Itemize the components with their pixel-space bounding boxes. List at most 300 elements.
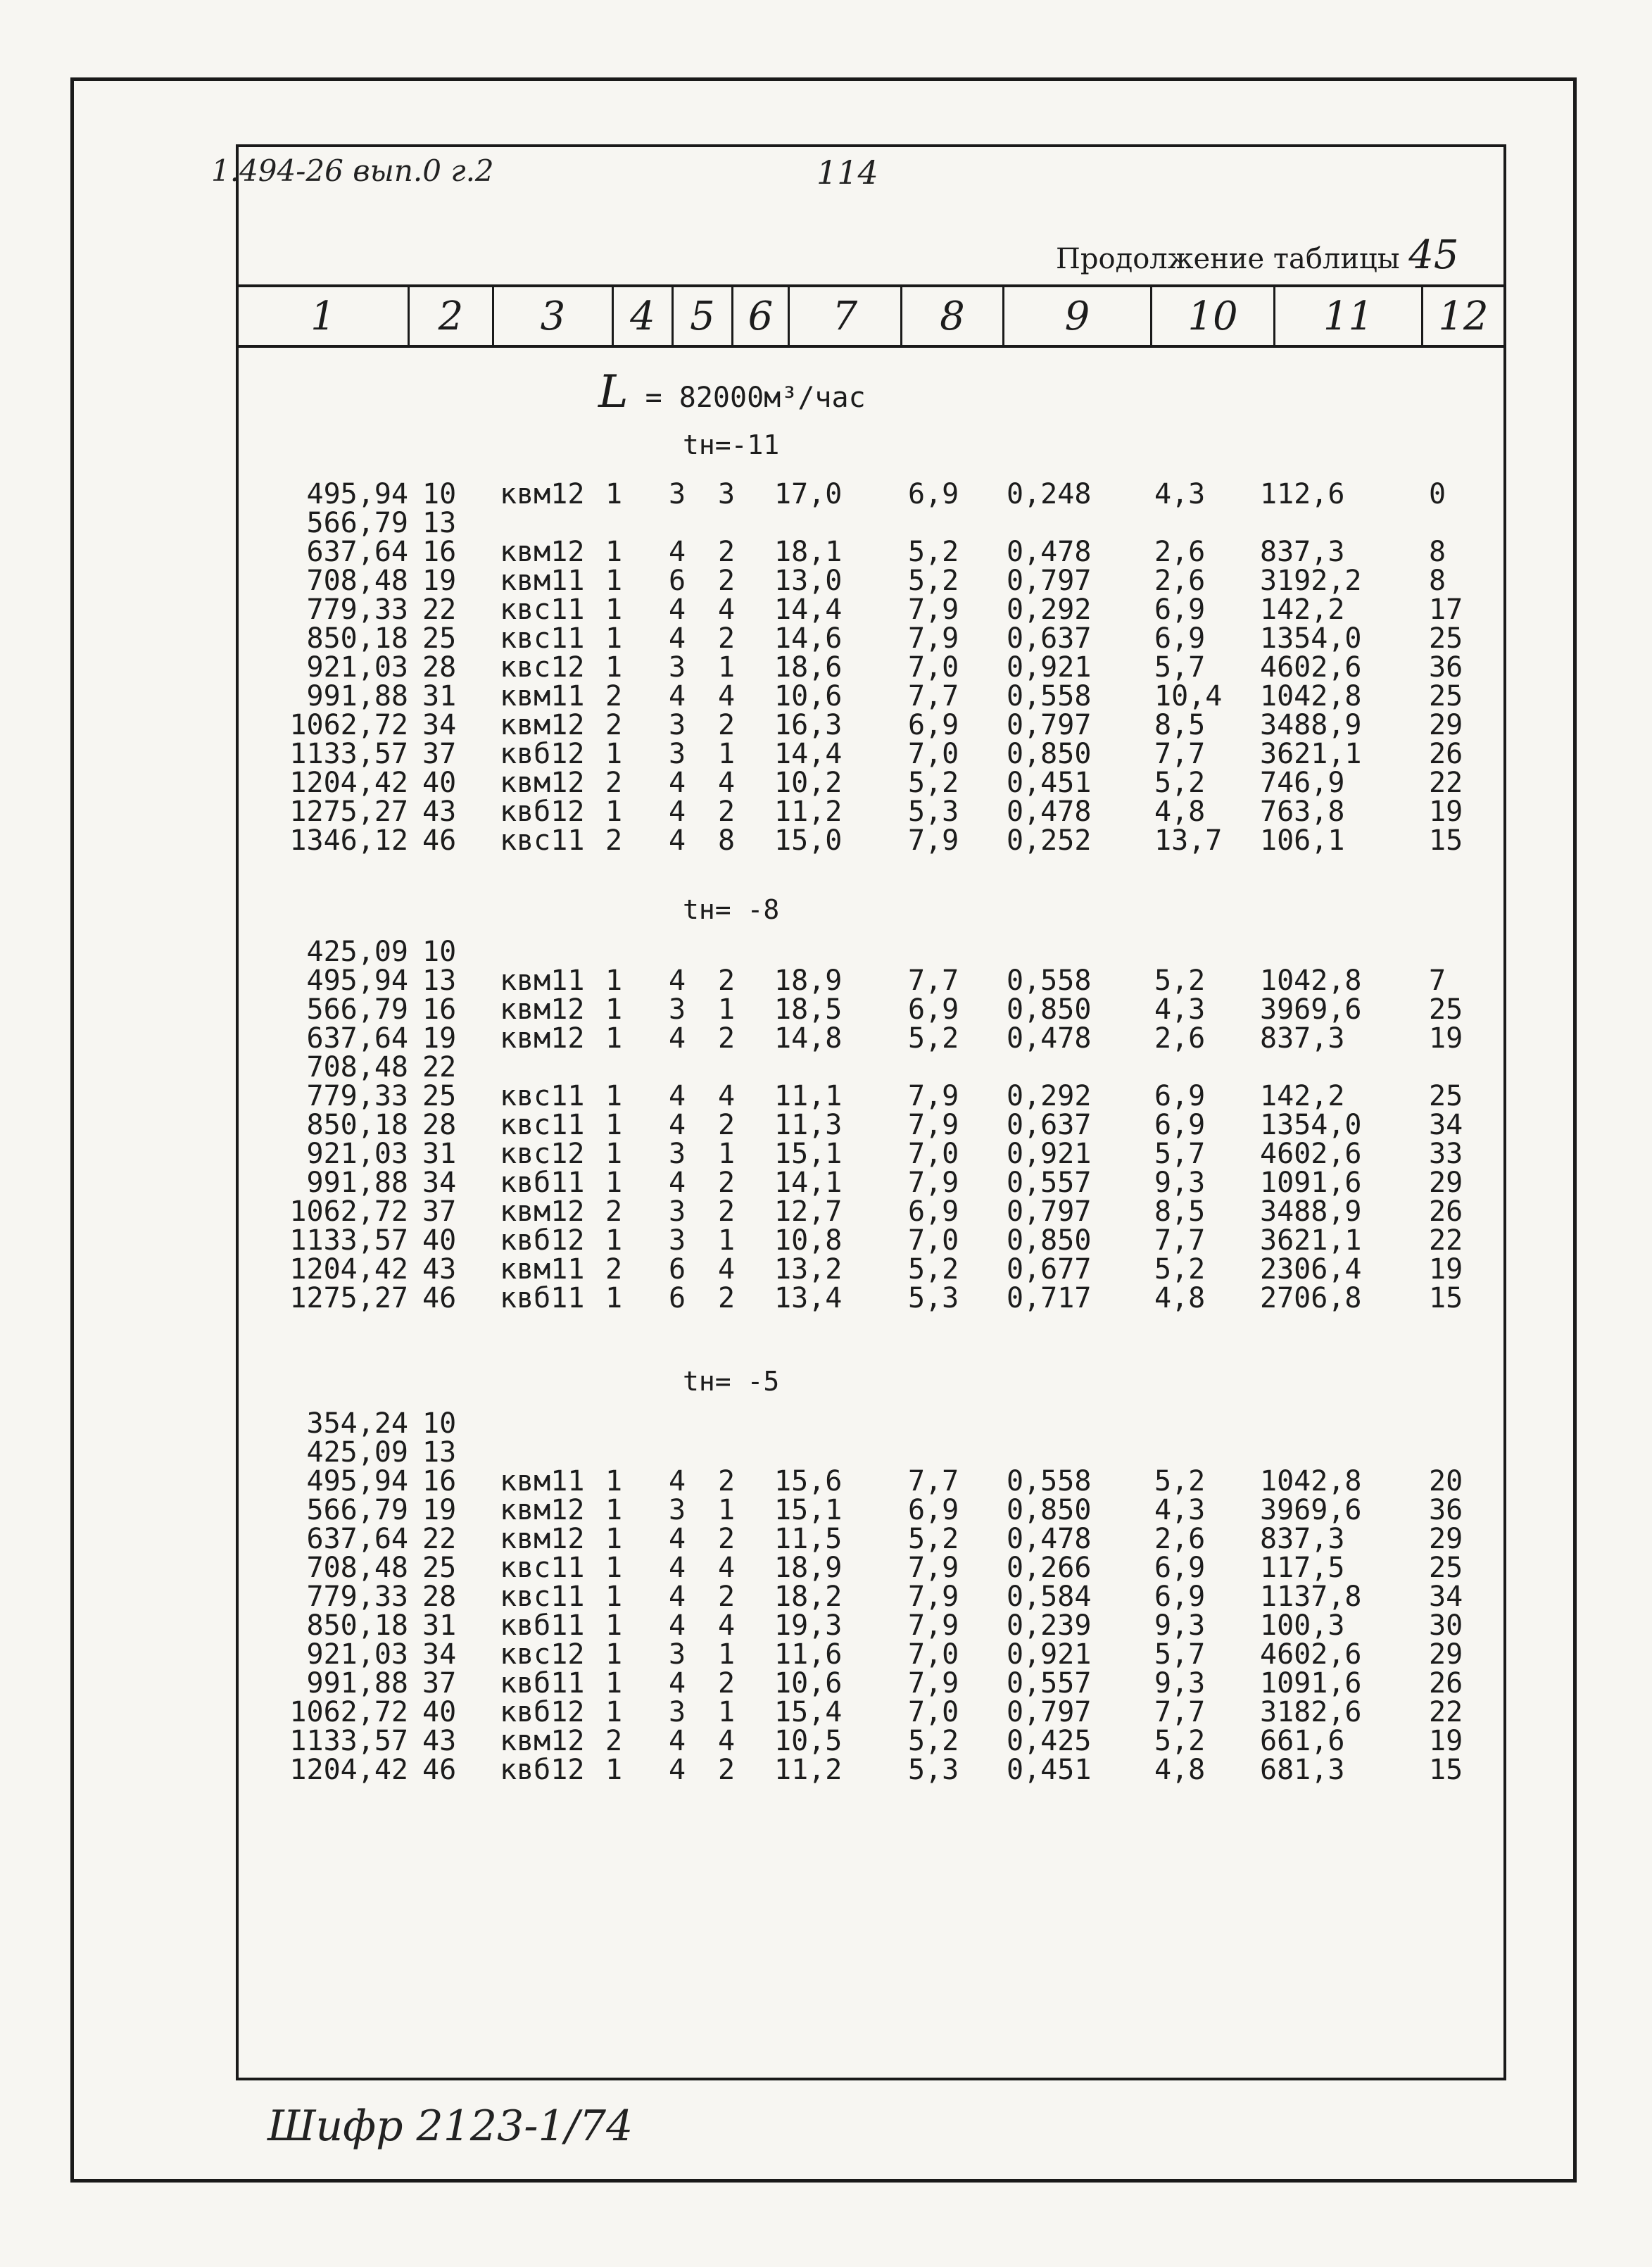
cell-col-11: 3621,1 [1260, 1224, 1362, 1257]
cell-col-5: 4 [669, 1725, 686, 1757]
cell-col-10: 6,9 [1154, 1109, 1206, 1141]
cell-col-2: 22 [422, 1523, 457, 1555]
cell-col-12: 25 [1429, 680, 1463, 712]
table-row [0, 1639, 1652, 1670]
cell-col-3: квс11 [500, 824, 585, 857]
table-row [0, 1610, 1652, 1641]
cell-col-1: 991,88 [306, 680, 408, 712]
cell-col-3: квб11 [500, 1167, 585, 1199]
cell-col-4: 2 [605, 709, 623, 741]
cell-col-12: 8 [1429, 536, 1446, 568]
cell-col-1: 495,94 [306, 478, 408, 510]
continuation-label [1056, 232, 1459, 278]
cell-col-8: 7,7 [908, 965, 959, 997]
section-title: tн=-11 [683, 429, 780, 460]
cell-col-5: 4 [669, 594, 686, 626]
table-row [0, 1668, 1652, 1699]
cell-col-7: 13,0 [774, 565, 843, 597]
cell-col-3: квм12 [500, 993, 585, 1026]
cell-col-7: 14,8 [774, 1022, 843, 1055]
cell-col-6: 4 [718, 594, 736, 626]
cell-col-1: 921,03 [306, 1638, 408, 1671]
cell-col-7: 18,9 [774, 1552, 843, 1584]
cell-col-5: 3 [669, 1138, 686, 1170]
cell-col-11: 1354,0 [1260, 1109, 1362, 1141]
cell-col-3: квм12 [500, 478, 585, 510]
cell-col-3: квм11 [500, 680, 585, 712]
cell-col-8: 5,3 [908, 1282, 959, 1314]
cell-col-6: 1 [718, 1638, 736, 1671]
cell-col-4: 1 [605, 1638, 623, 1671]
cell-col-8: 5,2 [908, 1022, 959, 1055]
cell-col-11: 1137,8 [1260, 1581, 1362, 1613]
cell-col-5: 3 [669, 1638, 686, 1671]
cell-col-8: 5,3 [908, 1754, 959, 1786]
cell-col-9: 0,478 [1007, 1022, 1092, 1055]
cell-col-10: 4,8 [1154, 1282, 1206, 1314]
cell-col-1: 1062,72 [289, 1696, 408, 1728]
cell-col-10: 9,3 [1154, 1167, 1206, 1199]
cell-col-5: 3 [669, 651, 686, 684]
cell-col-1: 495,94 [306, 1465, 408, 1497]
cell-col-7: 10,2 [774, 767, 843, 799]
cell-col-5: 4 [669, 536, 686, 568]
cell-col-7: 11,5 [774, 1523, 843, 1555]
cell-col-7: 11,1 [774, 1080, 843, 1112]
cell-col-2: 40 [422, 1696, 457, 1728]
cell-col-3: квб11 [500, 1609, 585, 1642]
cell-col-9: 0,677 [1007, 1253, 1092, 1286]
cell-col-1: 425,09 [306, 1436, 408, 1469]
cell-col-4: 1 [605, 1552, 623, 1584]
table-row [0, 1225, 1652, 1256]
cell-col-2: 43 [422, 796, 457, 828]
cell-col-2: 25 [422, 1552, 457, 1584]
cell-col-2: 34 [422, 709, 457, 741]
table-row [0, 1196, 1652, 1227]
cell-col-9: 0,478 [1007, 796, 1092, 828]
cell-col-8: 7,9 [908, 1080, 959, 1112]
cell-col-11: 3182,6 [1260, 1696, 1362, 1728]
cell-col-8: 5,2 [908, 1523, 959, 1555]
cell-col-9: 0,557 [1007, 1667, 1092, 1700]
cell-col-5: 4 [669, 1667, 686, 1700]
cell-col-9: 0,292 [1007, 594, 1092, 626]
column-header-3: 3 [492, 287, 612, 345]
cell-col-1: 1062,72 [289, 709, 408, 741]
cell-col-8: 7,9 [908, 1609, 959, 1642]
cell-col-8: 7,9 [908, 824, 959, 857]
cell-col-3: квм11 [500, 965, 585, 997]
cell-col-8: 6,9 [908, 709, 959, 741]
cell-col-3: квс11 [500, 622, 585, 655]
cell-col-2: 40 [422, 1224, 457, 1257]
cell-col-7: 18,6 [774, 651, 843, 684]
cell-col-5: 4 [669, 1465, 686, 1497]
cell-col-5: 4 [669, 767, 686, 799]
cell-col-1: 1204,42 [289, 1253, 408, 1286]
cell-col-6: 1 [718, 993, 736, 1026]
cell-col-12: 19 [1429, 1253, 1463, 1286]
cell-col-9: 0,478 [1007, 1523, 1092, 1555]
column-header-row [239, 284, 1503, 348]
cell-col-6: 3 [718, 478, 736, 510]
cell-col-5: 4 [669, 1754, 686, 1786]
table-row [0, 1110, 1652, 1141]
cell-col-8: 7,9 [908, 622, 959, 655]
cell-col-8: 7,9 [908, 1552, 959, 1584]
cell-col-2: 31 [422, 1609, 457, 1642]
cell-col-3: квм12 [500, 1494, 585, 1526]
cell-col-8: 6,9 [908, 1195, 959, 1228]
cell-col-8: 5,2 [908, 1253, 959, 1286]
cell-col-11: 3969,6 [1260, 1494, 1362, 1526]
cell-col-3: квм11 [500, 1253, 585, 1286]
cell-col-6: 2 [718, 1754, 736, 1786]
cell-col-1: 991,88 [306, 1167, 408, 1199]
cell-col-6: 1 [718, 1494, 736, 1526]
cell-col-5: 4 [669, 1523, 686, 1555]
cell-col-9: 0,797 [1007, 565, 1092, 597]
cell-col-11: 3488,9 [1260, 1195, 1362, 1228]
cell-col-7: 15,1 [774, 1138, 843, 1170]
cell-col-8: 7,7 [908, 1465, 959, 1497]
cell-col-3: квм11 [500, 565, 585, 597]
cell-col-4: 1 [605, 1138, 623, 1170]
cell-col-7: 19,3 [774, 1609, 843, 1642]
cell-col-4: 1 [605, 1696, 623, 1728]
footer-code: Шифр 2123-1/74 [267, 2102, 633, 2151]
cell-col-6: 8 [718, 824, 736, 857]
cell-col-10: 5,7 [1154, 1138, 1206, 1170]
table-row [0, 1552, 1652, 1583]
cell-col-12: 29 [1429, 1638, 1463, 1671]
table-row [0, 1283, 1652, 1314]
table-row [0, 1023, 1652, 1054]
cell-col-12: 15 [1429, 1754, 1463, 1786]
cell-col-10: 6,9 [1154, 1581, 1206, 1613]
cell-col-8: 7,9 [908, 1581, 959, 1613]
cell-col-8: 7,9 [908, 1167, 959, 1199]
cell-col-5: 3 [669, 1696, 686, 1728]
cell-col-11: 837,3 [1260, 536, 1345, 568]
cell-col-1: 637,64 [306, 1523, 408, 1555]
cell-col-9: 0,558 [1007, 1465, 1092, 1497]
cell-col-8: 5,3 [908, 796, 959, 828]
cell-col-2: 10 [422, 478, 457, 510]
cell-col-10: 7,7 [1154, 1696, 1206, 1728]
cell-col-10: 9,3 [1154, 1667, 1206, 1700]
cell-col-4: 1 [605, 1022, 623, 1055]
cell-col-1: 637,64 [306, 1022, 408, 1055]
cell-col-9: 0,850 [1007, 738, 1092, 770]
cell-col-11: 1042,8 [1260, 680, 1362, 712]
cell-col-4: 1 [605, 536, 623, 568]
cell-col-10: 9,3 [1154, 1609, 1206, 1642]
cell-col-11: 4602,6 [1260, 1638, 1362, 1671]
cell-col-5: 3 [669, 709, 686, 741]
cell-col-8: 6,9 [908, 993, 959, 1026]
column-header-11: 11 [1273, 287, 1421, 345]
table-row [0, 652, 1652, 683]
cell-col-5: 6 [669, 565, 686, 597]
cell-col-10: 7,7 [1154, 738, 1206, 770]
cell-col-12: 29 [1429, 1167, 1463, 1199]
cell-col-11: 3488,9 [1260, 709, 1362, 741]
cell-col-7: 15,0 [774, 824, 843, 857]
cell-col-8: 7,9 [908, 1109, 959, 1141]
cell-col-6: 4 [718, 1080, 736, 1112]
cell-col-7: 14,1 [774, 1167, 843, 1199]
table-row [0, 1437, 1652, 1468]
cell-col-9: 0,850 [1007, 993, 1092, 1026]
cell-col-12: 29 [1429, 1523, 1463, 1555]
cell-col-7: 16,3 [774, 709, 843, 741]
cell-col-2: 46 [422, 824, 457, 857]
cell-col-10: 5,7 [1154, 651, 1206, 684]
cell-col-2: 13 [422, 507, 457, 539]
document-code: 1.494-26 вып.0 г.2 [211, 153, 494, 188]
cell-col-12: 26 [1429, 738, 1463, 770]
cell-col-4: 1 [605, 796, 623, 828]
cell-col-2: 37 [422, 1195, 457, 1228]
cell-col-5: 4 [669, 1022, 686, 1055]
column-header-7: 7 [788, 287, 900, 345]
table-row [0, 565, 1652, 596]
cell-col-1: 850,18 [306, 1609, 408, 1642]
table-row [0, 1138, 1652, 1169]
cell-col-8: 6,9 [908, 478, 959, 510]
section-title: tн= -8 [683, 894, 780, 925]
cell-col-8: 6,9 [908, 1494, 959, 1526]
cell-col-2: 16 [422, 1465, 457, 1497]
table-row [0, 1254, 1652, 1285]
cell-col-4: 1 [605, 1754, 623, 1786]
cell-col-6: 2 [718, 709, 736, 741]
cell-col-5: 4 [669, 1581, 686, 1613]
cell-col-12: 17 [1429, 594, 1463, 626]
cell-col-10: 6,9 [1154, 594, 1206, 626]
cell-col-11: 3969,6 [1260, 993, 1362, 1026]
formula-text: = 82000м³/час [645, 382, 866, 414]
cell-col-7: 18,9 [774, 965, 843, 997]
cell-col-2: 25 [422, 1080, 457, 1112]
cell-col-1: 1346,12 [289, 824, 408, 857]
cell-col-11: 1354,0 [1260, 622, 1362, 655]
cell-col-8: 7,0 [908, 1696, 959, 1728]
cell-col-8: 7,7 [908, 680, 959, 712]
airflow-formula [598, 366, 866, 418]
cell-col-1: 779,33 [306, 594, 408, 626]
cell-col-2: 13 [422, 965, 457, 997]
cell-col-6: 4 [718, 1552, 736, 1584]
cell-col-1: 708,48 [306, 1051, 408, 1084]
cell-col-7: 18,2 [774, 1581, 843, 1613]
cell-col-7: 18,1 [774, 536, 843, 568]
cell-col-5: 3 [669, 738, 686, 770]
cell-col-2: 31 [422, 680, 457, 712]
cell-col-9: 0,292 [1007, 1080, 1092, 1112]
cell-col-10: 4,8 [1154, 796, 1206, 828]
cell-col-4: 1 [605, 993, 623, 1026]
cell-col-5: 4 [669, 1609, 686, 1642]
cell-col-3: квб11 [500, 1667, 585, 1700]
cell-col-11: 1042,8 [1260, 965, 1362, 997]
cell-col-9: 0,850 [1007, 1494, 1092, 1526]
table-row [0, 1524, 1652, 1555]
cell-col-3: квб12 [500, 796, 585, 828]
cell-col-2: 40 [422, 767, 457, 799]
cell-col-10: 2,6 [1154, 536, 1206, 568]
cell-col-8: 7,0 [908, 651, 959, 684]
cell-col-3: квс12 [500, 1138, 585, 1170]
cell-col-4: 1 [605, 622, 623, 655]
cell-col-10: 2,6 [1154, 1022, 1206, 1055]
cell-col-5: 4 [669, 1167, 686, 1199]
cell-col-4: 2 [605, 1253, 623, 1286]
cell-col-12: 34 [1429, 1109, 1463, 1141]
cell-col-12: 20 [1429, 1465, 1463, 1497]
table-row [0, 994, 1652, 1025]
cell-col-2: 43 [422, 1725, 457, 1757]
cell-col-11: 3192,2 [1260, 565, 1362, 597]
cell-col-1: 1275,27 [289, 796, 408, 828]
cell-col-3: квс11 [500, 1581, 585, 1613]
cell-col-5: 4 [669, 824, 686, 857]
cell-col-12: 19 [1429, 1725, 1463, 1757]
table-row [0, 536, 1652, 567]
cell-col-12: 19 [1429, 1022, 1463, 1055]
column-header-8: 8 [900, 287, 1002, 345]
cell-col-5: 4 [669, 796, 686, 828]
cell-col-4: 1 [605, 1581, 623, 1613]
cell-col-11: 112,6 [1260, 478, 1345, 510]
cell-col-5: 3 [669, 993, 686, 1026]
cell-col-6: 1 [718, 738, 736, 770]
column-header-5: 5 [671, 287, 731, 345]
cell-col-9: 0,584 [1007, 1581, 1092, 1613]
cell-col-6: 2 [718, 565, 736, 597]
table-row [0, 1726, 1652, 1757]
cell-col-10: 4,3 [1154, 993, 1206, 1026]
cell-col-9: 0,557 [1007, 1167, 1092, 1199]
cell-col-6: 2 [718, 1109, 736, 1141]
cell-col-1: 1062,72 [289, 1195, 408, 1228]
cell-col-2: 10 [422, 936, 457, 968]
cell-col-12: 22 [1429, 1224, 1463, 1257]
cell-col-9: 0,921 [1007, 1638, 1092, 1671]
cell-col-1: 921,03 [306, 1138, 408, 1170]
column-header-2: 2 [408, 287, 492, 345]
cell-col-7: 10,6 [774, 680, 843, 712]
cell-col-4: 1 [605, 1224, 623, 1257]
cell-col-11: 1042,8 [1260, 1465, 1362, 1497]
cell-col-12: 29 [1429, 709, 1463, 741]
cell-col-3: квс11 [500, 1552, 585, 1584]
cell-col-6: 2 [718, 1523, 736, 1555]
cell-col-6: 2 [718, 1667, 736, 1700]
cell-col-10: 2,6 [1154, 1523, 1206, 1555]
cell-col-10: 4,3 [1154, 478, 1206, 510]
cell-col-11: 4602,6 [1260, 1138, 1362, 1170]
cell-col-3: квб12 [500, 1224, 585, 1257]
cell-col-12: 26 [1429, 1667, 1463, 1700]
cell-col-3: квм12 [500, 1195, 585, 1228]
cell-col-12: 33 [1429, 1138, 1463, 1170]
cell-col-3: квм12 [500, 1725, 585, 1757]
cell-col-8: 7,9 [908, 594, 959, 626]
cell-col-10: 6,9 [1154, 622, 1206, 655]
cell-col-11: 142,2 [1260, 594, 1345, 626]
cell-col-12: 26 [1429, 1195, 1463, 1228]
cell-col-5: 4 [669, 1109, 686, 1141]
cell-col-5: 4 [669, 1080, 686, 1112]
cell-col-9: 0,248 [1007, 478, 1092, 510]
column-header-6: 6 [731, 287, 788, 345]
cell-col-6: 4 [718, 1609, 736, 1642]
cell-col-1: 708,48 [306, 1552, 408, 1584]
cell-col-12: 30 [1429, 1609, 1463, 1642]
cell-col-10: 4,3 [1154, 1494, 1206, 1526]
cell-col-9: 0,451 [1007, 767, 1092, 799]
cell-col-7: 11,3 [774, 1109, 843, 1141]
cell-col-1: 1204,42 [289, 767, 408, 799]
cell-col-7: 10,8 [774, 1224, 843, 1257]
cell-col-4: 2 [605, 1725, 623, 1757]
cell-col-10: 10,4 [1154, 680, 1223, 712]
table-row [0, 1466, 1652, 1497]
cell-col-7: 14,4 [774, 594, 843, 626]
cell-col-12: 15 [1429, 824, 1463, 857]
cell-col-1: 1204,42 [289, 1754, 408, 1786]
cell-col-3: квб12 [500, 1696, 585, 1728]
cell-col-11: 746,9 [1260, 767, 1345, 799]
cell-col-2: 19 [422, 1022, 457, 1055]
cell-col-2: 19 [422, 1494, 457, 1526]
cell-col-4: 1 [605, 738, 623, 770]
cell-col-10: 4,8 [1154, 1754, 1206, 1786]
table-row [0, 796, 1652, 827]
table-row [0, 1754, 1652, 1785]
cell-col-4: 1 [605, 651, 623, 684]
cell-col-2: 13 [422, 1436, 457, 1469]
cell-col-6: 2 [718, 536, 736, 568]
cell-col-4: 1 [605, 965, 623, 997]
cell-col-6: 2 [718, 622, 736, 655]
cell-col-1: 495,94 [306, 965, 408, 997]
cell-col-7: 15,4 [774, 1696, 843, 1728]
cell-col-2: 28 [422, 1109, 457, 1141]
cell-col-2: 16 [422, 536, 457, 568]
cell-col-6: 1 [718, 1696, 736, 1728]
cell-col-8: 7,9 [908, 1667, 959, 1700]
cell-col-12: 22 [1429, 767, 1463, 799]
table-row [0, 681, 1652, 712]
cell-col-6: 1 [718, 1138, 736, 1170]
column-header-12: 12 [1421, 287, 1503, 345]
cell-col-9: 0,451 [1007, 1754, 1092, 1786]
cell-col-3: квс11 [500, 594, 585, 626]
cell-col-1: 850,18 [306, 622, 408, 655]
cell-col-7: 13,4 [774, 1282, 843, 1314]
cell-col-6: 2 [718, 796, 736, 828]
column-header-9: 9 [1002, 287, 1150, 345]
cell-col-12: 22 [1429, 1696, 1463, 1728]
cell-col-7: 11,6 [774, 1638, 843, 1671]
cell-col-10: 5,7 [1154, 1638, 1206, 1671]
cell-col-9: 0,921 [1007, 1138, 1092, 1170]
cell-col-12: 36 [1429, 651, 1463, 684]
